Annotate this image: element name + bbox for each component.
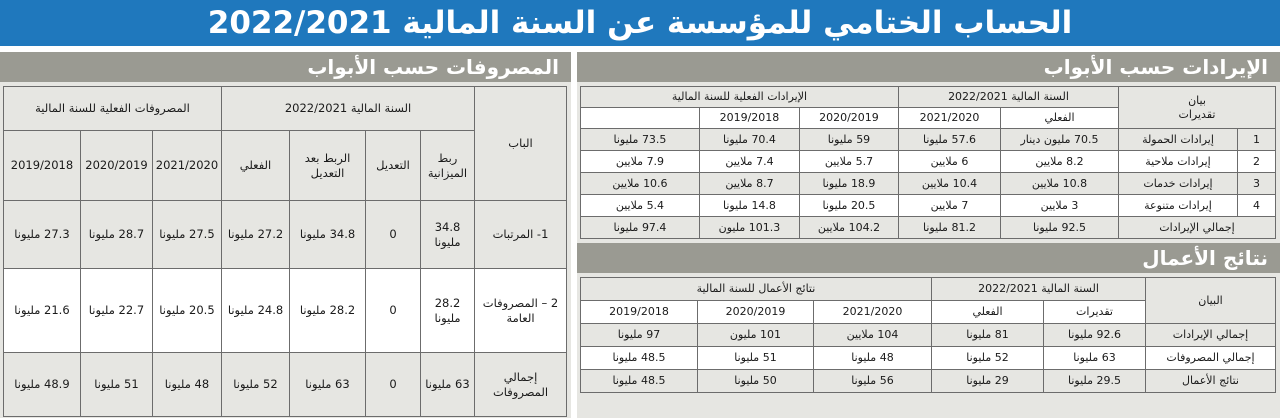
header-actual: الفعلي <box>931 301 1043 324</box>
cell-estimate: 63 مليونا <box>1044 347 1146 370</box>
expenses-title: المصروفات حسب الأبواب <box>0 52 571 82</box>
cell-budget: 34.8 مليونا <box>421 201 475 269</box>
expenses-table <box>3 86 567 417</box>
table-row <box>3 269 566 353</box>
cell-budget: 63 مليونا <box>421 353 475 417</box>
cell-y2021: 20.5 مليونا <box>799 195 898 217</box>
cell-y2020: 14.8 مليونا <box>699 195 799 217</box>
cell-after: 28.2 مليونا <box>290 269 366 353</box>
cell-actual: 27.2 مليونا <box>221 201 289 269</box>
cell-y2021: 18.9 مليونا <box>799 173 898 195</box>
row-name: 1- المرتبات <box>475 201 567 269</box>
table-row <box>580 129 1275 151</box>
cell-y2021: 20.5 مليونا <box>152 269 221 353</box>
header-y2020: 2020/2019 <box>799 108 898 129</box>
header-actual: الفعلي <box>221 131 289 201</box>
header-blank <box>580 108 699 129</box>
cell-actual: 52 مليونا <box>931 347 1043 370</box>
cell-estimate: 8.2 ملايين <box>1000 151 1118 173</box>
cell-actual: 6 ملايين <box>898 151 1000 173</box>
cell-y2020: 28.7 مليونا <box>80 201 152 269</box>
cell-budget: 28.2 مليونا <box>421 269 475 353</box>
cell-y2021: 56 مليونا <box>813 370 931 393</box>
row-number: 1 <box>1238 129 1276 151</box>
header-y2019: 2019/2018 <box>699 108 799 129</box>
cell-actual: 24.8 مليونا <box>221 269 289 353</box>
row-name: إجمالي المصروفات <box>1146 347 1276 370</box>
cell-y2019: 48.9 مليونا <box>3 353 80 417</box>
header-y2019: 2019/2018 <box>3 131 80 201</box>
row-name: إجمالي المصروفات <box>475 353 567 417</box>
total-row <box>580 217 1275 239</box>
row-number: 2 <box>1238 151 1276 173</box>
table-row <box>580 195 1275 217</box>
cell-actual: 81.2 مليونا <box>898 217 1000 239</box>
cell-estimate: 29.5 مليونا <box>1044 370 1146 393</box>
cell-y2020: 50 مليونا <box>697 370 813 393</box>
header-budget: ربط الميزانية <box>421 131 475 201</box>
cell-actual: 52 مليونا <box>221 353 289 417</box>
header-statement-estimates <box>1118 87 1275 129</box>
cell-y2020: 7.4 ملايين <box>699 151 799 173</box>
cell-y2019: 7.9 ملايين <box>580 151 699 173</box>
header-y2020: 2020/2019 <box>80 131 152 201</box>
cell-adjustment: 0 <box>366 269 421 353</box>
cell-actual: 81 مليونا <box>931 324 1043 347</box>
cell-estimate: 92.5 مليونا <box>1000 217 1118 239</box>
cell-y2019: 97.4 مليونا <box>580 217 699 239</box>
cell-y2020: 8.7 ملايين <box>699 173 799 195</box>
table-row <box>580 151 1275 173</box>
cell-y2019: 97 مليونا <box>580 324 697 347</box>
row-number: 3 <box>1238 173 1276 195</box>
cell-adjustment: 0 <box>366 201 421 269</box>
header-estimates: تقديرات <box>1044 301 1146 324</box>
cell-y2020: 70.4 مليونا <box>699 129 799 151</box>
header-statement: البيان <box>1146 278 1276 324</box>
row-name: نتائج الأعمال <box>1146 370 1276 393</box>
header-y2020: 2020/2019 <box>697 301 813 324</box>
header-y2021: 2021/2020 <box>813 301 931 324</box>
cell-y2021: 5.7 ملايين <box>799 151 898 173</box>
cell-y2020: 101 مليون <box>697 324 813 347</box>
cell-y2019: 73.5 مليونا <box>580 129 699 151</box>
table-row <box>3 201 566 269</box>
page-title: الحساب الختامي للمؤسسة عن السنة المالية 2022/2021 <box>207 5 1073 41</box>
cell-after: 63 مليونا <box>290 353 366 417</box>
header-statement: بيان <box>1188 93 1206 107</box>
cell-actual: 29 مليونا <box>931 370 1043 393</box>
table-row <box>580 370 1275 393</box>
header-actual: الفعلي <box>1000 108 1118 129</box>
results-title: نتائج الأعمال <box>577 243 1280 273</box>
cell-y2021: 104 ملايين <box>813 324 931 347</box>
cell-y2020: 101.3 مليون <box>699 217 799 239</box>
expenses-panel <box>0 52 571 418</box>
revenues-table <box>580 86 1276 239</box>
cell-y2021: 27.5 مليونا <box>152 201 221 269</box>
cell-y2019: 10.6 ملايين <box>580 173 699 195</box>
header-after-adjustment: الربط بعد التعديل <box>290 131 366 201</box>
header-y2021: 2021/2020 <box>898 108 1000 129</box>
cell-y2019: 21.6 مليونا <box>3 269 80 353</box>
cell-estimate: 92.6 مليونا <box>1044 324 1146 347</box>
cell-y2021: 48 مليونا <box>152 353 221 417</box>
header-estimates: تقديرات <box>1178 107 1216 121</box>
cell-y2020: 22.7 مليونا <box>80 269 152 353</box>
header-fiscal-year: السنة المالية 2022/2021 <box>898 87 1118 108</box>
cell-actual: 10.4 ملايين <box>898 173 1000 195</box>
results-table <box>580 277 1276 393</box>
cell-y2019: 48.5 مليونا <box>580 347 697 370</box>
table-row <box>580 173 1275 195</box>
cell-adjustment: 0 <box>366 353 421 417</box>
cell-y2019: 48.5 مليونا <box>580 370 697 393</box>
cell-estimate: 10.8 ملايين <box>1000 173 1118 195</box>
cell-actual: 57.6 مليونا <box>898 129 1000 151</box>
header-section: الباب <box>475 87 567 201</box>
header-y2019: 2019/2018 <box>580 301 697 324</box>
revenues-title: الإيرادات حسب الأبواب <box>577 52 1280 82</box>
table-row <box>580 347 1275 370</box>
cell-y2021: 59 مليونا <box>799 129 898 151</box>
cell-y2019: 5.4 ملايين <box>580 195 699 217</box>
total-name: إجمالي الإيرادات <box>1118 217 1275 239</box>
row-name: إيرادات الحمولة <box>1118 129 1237 151</box>
cell-y2020: 51 مليونا <box>697 347 813 370</box>
cell-estimate: 70.5 مليون دينار <box>1000 129 1118 151</box>
header-y2021: 2021/2020 <box>152 131 221 201</box>
cell-y2021: 104.2 ملايين <box>799 217 898 239</box>
row-name: إيرادات خدمات <box>1118 173 1237 195</box>
header-bar <box>0 0 1280 46</box>
row-name: إيرادات متنوعة <box>1118 195 1237 217</box>
row-number: 4 <box>1238 195 1276 217</box>
row-name: إيرادات ملاحية <box>1118 151 1237 173</box>
header-fiscal-year: السنة المالية 2022/2021 <box>221 87 474 131</box>
table-row <box>580 324 1275 347</box>
cell-y2020: 51 مليونا <box>80 353 152 417</box>
cell-y2019: 27.3 مليونا <box>3 201 80 269</box>
header-results-group: نتائج الأعمال للسنة المالية <box>580 278 931 301</box>
cell-estimate: 3 ملايين <box>1000 195 1118 217</box>
row-name: إجمالي الإيرادات <box>1146 324 1276 347</box>
header-fiscal-year: السنة المالية 2022/2021 <box>931 278 1145 301</box>
table-row <box>3 353 566 417</box>
cell-y2021: 48 مليونا <box>813 347 931 370</box>
header-adjustment: التعديل <box>366 131 421 201</box>
cell-actual: 7 ملايين <box>898 195 1000 217</box>
revenues-panel <box>577 52 1280 418</box>
cell-after: 34.8 مليونا <box>290 201 366 269</box>
header-actual-group: المصروفات الفعلية للسنة المالية <box>3 87 221 131</box>
header-actual-group: الإيرادات الفعلية للسنة المالية <box>580 87 898 108</box>
row-name: 2 – المصروفات العامة <box>475 269 567 353</box>
